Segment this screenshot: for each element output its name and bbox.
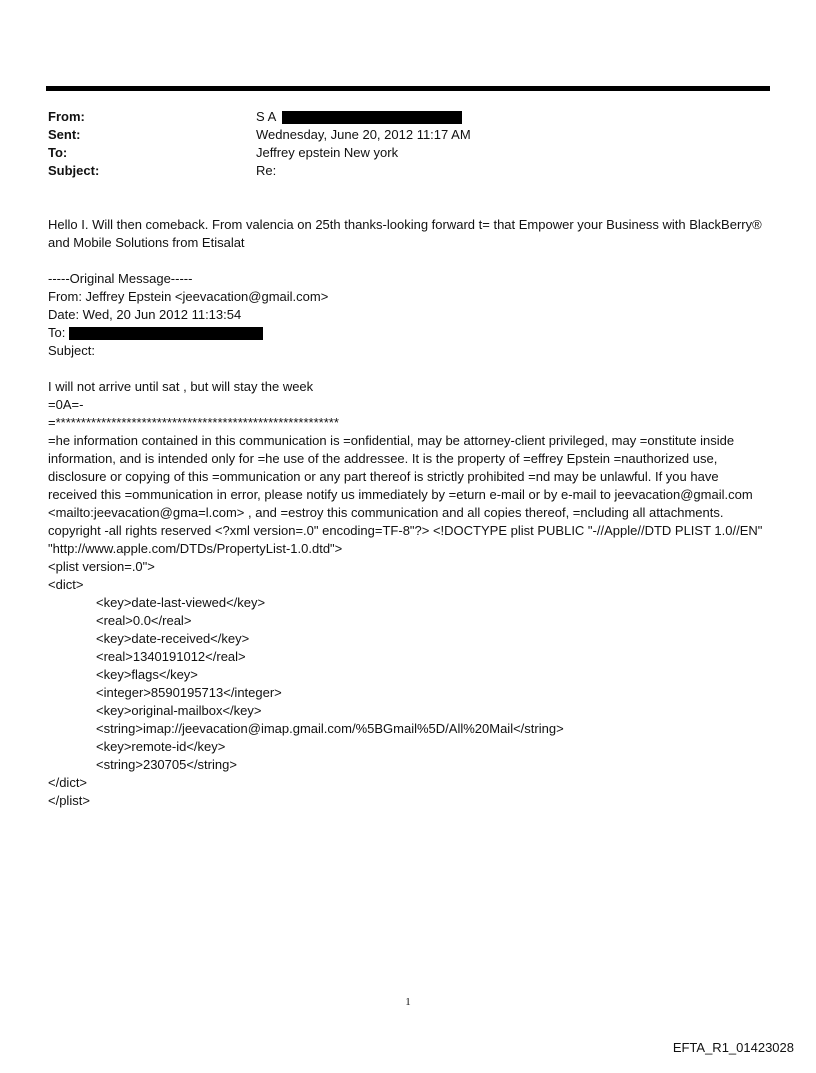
plist-item: <key>date-received</key> <box>96 631 250 646</box>
original-message-marker: -----Original Message----- <box>48 271 193 286</box>
original-date: Date: Wed, 20 Jun 2012 11:13:54 <box>48 307 242 322</box>
plist-item: <key>date-last-viewed</key> <box>96 595 266 610</box>
subject-row <box>48 162 471 180</box>
redaction-bar <box>69 327 263 340</box>
original-from: From: Jeffrey Epstein <jeevacation@gmail.com> <box>48 289 329 304</box>
plist-open: <plist version=.0"> <box>48 559 155 574</box>
original-to-row <box>48 324 770 342</box>
plist-item: <real>0.0</real> <box>96 613 192 628</box>
to-row <box>48 144 471 162</box>
dict-close: </dict> <box>48 775 88 790</box>
message-text: I will not arrive until sat , but will stay the week <box>48 379 314 394</box>
page-number: 1 <box>405 996 411 1008</box>
dict-open: <dict> <box>48 577 84 592</box>
original-subject: Subject: <box>48 343 95 358</box>
plist-item: <string>imap://jeevacation@imap.gmail.com/%5BGmail%5D/All%20Mail</string> <box>96 721 564 736</box>
original-to-label: To: <box>48 325 66 340</box>
disclaimer-text: =he information contained in this communication is =onfidential, may be attorney-client privileged, may =onstitute inside information, and is intended only for =he use of the addressee. It is the property of =effrey Epstein =nauthorized use, disclosure or copying of this =ommunication or any part thereof is strictly prohibited =nd may be unlawful. If you have received this =ommunication in error, please notify us immediately by =eturn e-mail or by e-mail to jeevacation@gmail.com <mailto:jeevacation@gma=l.com> , and =estroy this communication and all copies thereof, =ncluding all attachments. copyright -all rights reserved <?xml version=.0" encoding=TF-8"?> <!DOCTYPE plist PUBLIC "-//Apple//DTD PLIST 1.0//EN" "http://www.apple.com/DTDs/PropertyList-1.0.dtd"> <box>48 433 766 556</box>
email-header <box>48 108 471 180</box>
sent-label: Sent: <box>48 127 81 142</box>
plist-item: <integer>8590195713</integer> <box>96 685 282 700</box>
plist-item: <real>1340191012</real> <box>96 649 246 664</box>
plist-item: <key>flags</key> <box>96 667 198 682</box>
plist-item: <key>remote-id</key> <box>96 739 226 754</box>
to-label: To: <box>48 145 68 160</box>
sent-value: Wednesday, June 20, 2012 11:17 AM <box>256 127 471 142</box>
plist-item: <string>230705</string> <box>96 757 237 772</box>
email-body <box>48 216 770 810</box>
asterisk-line: =******************************************************** <box>48 415 339 430</box>
from-row <box>48 108 471 126</box>
plist-item: <key>original-mailbox</key> <box>96 703 262 718</box>
from-value: S A <box>256 109 277 124</box>
to-value: Jeffrey epstein New york <box>256 145 399 160</box>
encoding-line: =0A=- <box>48 397 84 412</box>
plist-close: </plist> <box>48 793 90 808</box>
document-id: EFTA_R1_01423028 <box>672 1040 794 1055</box>
sent-row <box>48 126 471 144</box>
subject-label: Subject: <box>48 163 100 178</box>
redaction-bar <box>282 111 462 124</box>
subject-value: Re: <box>256 163 277 178</box>
reply-text: Hello I. Will then comeback. From valencia on 25th thanks-looking forward t= that Empower your Business with BlackBerry® and Mobile Solutions from Etisalat <box>48 217 766 250</box>
header-rule <box>46 86 770 91</box>
from-label: From: <box>48 109 85 124</box>
